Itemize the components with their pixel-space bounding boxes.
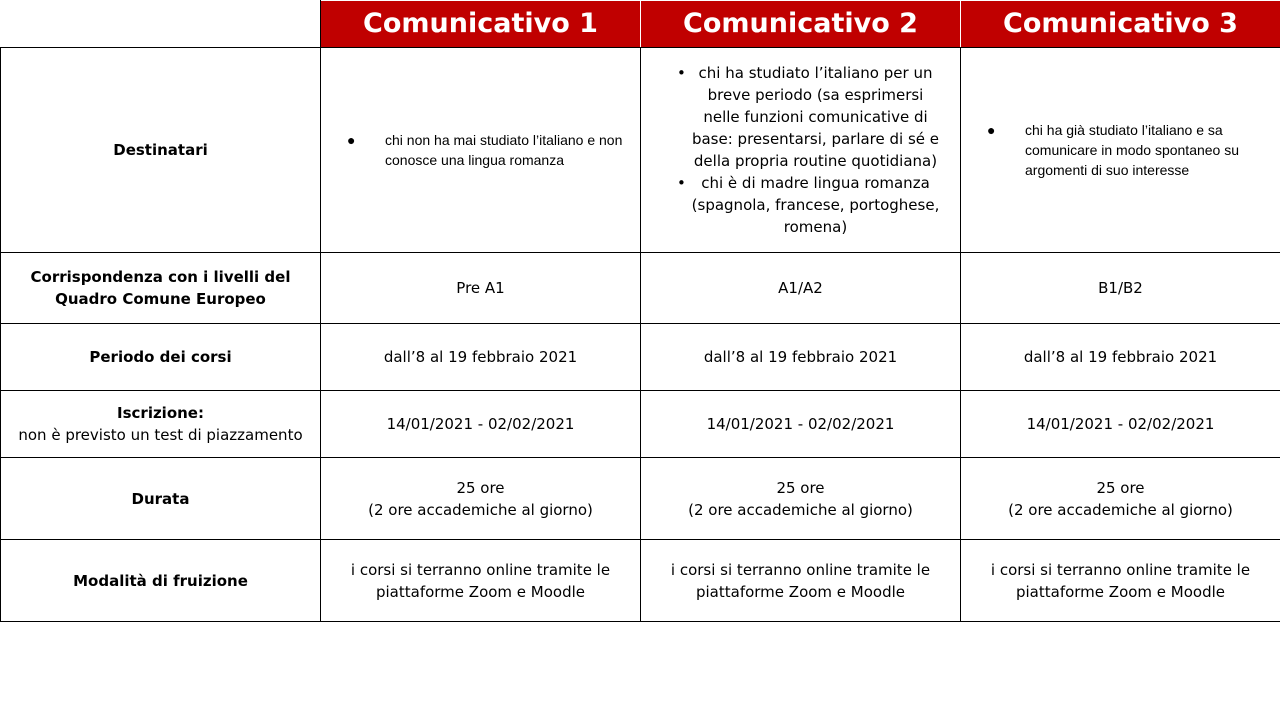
cell-periodo-course-1: dall’8 al 19 febbraio 2021: [321, 324, 641, 391]
bullet-icon: •: [677, 174, 686, 192]
bullet-icon: •: [677, 64, 686, 82]
durata-hours: 25 ore: [776, 478, 825, 497]
cell-durata-course-3: [961, 458, 1280, 540]
cell-livelli-course-2: A1/A2: [641, 253, 961, 324]
cell-destinatari-course-3: [961, 48, 1280, 253]
cell-iscrizione-course-3: 14/01/2021 - 02/02/2021: [961, 391, 1280, 458]
durata-note: (2 ore accademiche al giorno): [368, 500, 593, 519]
header-row: [1, 1, 1280, 48]
row-livelli: [1, 253, 1280, 324]
bullet-list: [329, 130, 632, 170]
list-item-text: chi non ha mai studiato l’italiano e non conosce una lingua romanza: [385, 132, 623, 168]
row-label-periodo: Periodo dei corsi: [1, 324, 321, 391]
list-item-text: chi ha studiato l’italiano per un breve periodo (sa esprimersi nelle funzioni comunicative di base: presentarsi, parlare di sé e della propria routine quotidiana): [691, 64, 940, 170]
cell-livelli-course-3: B1/B2: [961, 253, 1280, 324]
bullet-list: [969, 120, 1272, 180]
row-label-modalita: Modalità di fruizione: [1, 540, 321, 622]
header-course-3: Comunicativo 3: [961, 1, 1280, 48]
row-periodo: [1, 324, 1280, 391]
durata-hours: 25 ore: [456, 478, 505, 497]
bullet-icon: ●: [347, 132, 356, 148]
cell-periodo-course-2: dall’8 al 19 febbraio 2021: [641, 324, 961, 391]
header-course-1: Comunicativo 1: [321, 1, 641, 48]
bullet-list: [649, 62, 952, 238]
list-item: [987, 120, 1266, 180]
row-iscrizione: [1, 391, 1280, 458]
bullet-icon: ●: [987, 122, 996, 138]
cell-modalita-course-2: i corsi si terranno online tramite le piattaforme Zoom e Moodle: [641, 540, 961, 622]
cell-livelli-course-1: Pre A1: [321, 253, 641, 324]
cell-periodo-course-3: dall’8 al 19 febbraio 2021: [961, 324, 1280, 391]
row-destinatari: [1, 48, 1280, 253]
cell-durata-course-2: [641, 458, 961, 540]
row-label-iscrizione-note: non è previsto un test di piazzamento: [18, 426, 303, 444]
cell-durata-course-1: [321, 458, 641, 540]
row-durata: [1, 458, 1280, 540]
list-item: [671, 172, 942, 238]
durata-note: (2 ore accademiche al giorno): [688, 500, 913, 519]
durata-hours: 25 ore: [1096, 478, 1145, 497]
row-label-durata: Durata: [1, 458, 321, 540]
list-item-text: chi ha già studiato l’italiano e sa comunicare in modo spontaneo su argomenti di suo interesse: [1025, 122, 1240, 178]
row-label-livelli: Corrispondenza con i livelli del Quadro Comune Europeo: [1, 253, 321, 324]
cell-destinatari-course-1: [321, 48, 641, 253]
list-item-text: chi è di madre lingua romanza (spagnola, francese, portoghese, romena): [691, 174, 940, 236]
durata-note: (2 ore accademiche al giorno): [1008, 500, 1233, 519]
cell-modalita-course-1: i corsi si terranno online tramite le piattaforme Zoom e Moodle: [321, 540, 641, 622]
list-item: [671, 62, 942, 172]
row-label-iscrizione-title: Iscrizione:: [117, 404, 204, 422]
row-label-iscrizione: [1, 391, 321, 458]
list-item: [347, 130, 626, 170]
header-course-2: Comunicativo 2: [641, 1, 961, 48]
cell-iscrizione-course-2: 14/01/2021 - 02/02/2021: [641, 391, 961, 458]
cell-modalita-course-3: i corsi si terranno online tramite le piattaforme Zoom e Moodle: [961, 540, 1280, 622]
row-label-destinatari: Destinatari: [1, 48, 321, 253]
header-corner-cell: [1, 1, 321, 48]
row-modalita: [1, 540, 1280, 622]
cell-iscrizione-course-1: 14/01/2021 - 02/02/2021: [321, 391, 641, 458]
cell-destinatari-course-2: [641, 48, 961, 253]
